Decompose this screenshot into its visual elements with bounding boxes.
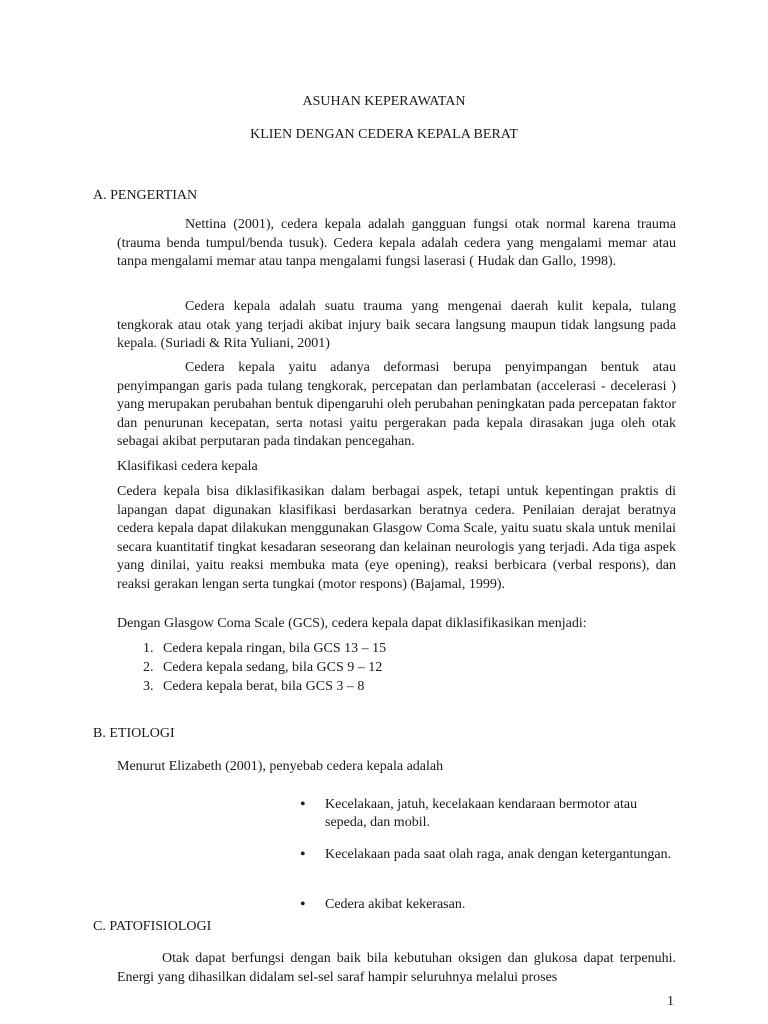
section-b-heading: B. ETIOLOGI <box>93 726 175 741</box>
section-a-paragraph-2 <box>117 298 676 354</box>
paragraph-text: Otak dapat berfungsi dengan baik bila kebutuhan oksigen dan glukosa dapat terpenuhi. Energi yang dihasilkan didalam sel-sel saraf hampir seluruhnya melalui proses <box>117 951 676 985</box>
section-a-paragraph-4: Cedera kepala bisa diklasifikasikan dalam berbagai aspek, tetapi untuk kepentingan praktis di lapangan dapat digunakan klasifikasi berdasarkan beratnya cedera. Penilaian derajat beratnya cedera kepala dapat dilakukan menggunakan Glasgow Coma Scale, yaitu suatu skala untuk menilai secara kuantitatif tingkat kesadaran seseorang dan kelainan neurologis yang terjadi. Ada tiga aspek yang dinilai, yaitu reaksi membuka mata (eye opening), reaksi berbicara (verbal respons), dan reaksi gerakan lengan serta tungkai (motor respons) (Bajamal, 1999). <box>117 484 676 592</box>
bullet-icon: • <box>300 896 306 913</box>
gcs-classification-list <box>143 639 386 696</box>
classification-subheading: Klasifikasi cedera kepala <box>117 459 258 474</box>
section-a-paragraph-3 <box>117 359 676 452</box>
section-a-paragraph-5: Dengan Glasgow Coma Scale (GCS), cedera kepala dapat diklasifikasikan menjadi: <box>117 616 587 631</box>
bullet-icon: • <box>300 796 306 813</box>
section-c-paragraph-1 <box>117 950 676 987</box>
paragraph-text: Cedera kepala adalah suatu trauma yang mengenai daerah kulit kepala, tulang tengkorak atau otak yang terjadi akibat injury baik secara langsung maupun tidak langsung pada kepala. (Suriadi & Rita Yuliani, 2001) <box>117 299 676 351</box>
list-item: 1. Cedera kepala ringan, bila GCS 13 – 15 <box>143 641 387 656</box>
page-number: 1 <box>667 994 674 1009</box>
paragraph-text: Nettina (2001), cedera kepala adalah gangguan fungsi otak normal karena trauma (trauma benda tumpul/benda tusuk). Cedera kepala adalah cedera yang mengalami memar atau tanpa mengalami memar atau tanpa mengalami fungsi laserasi ( Hudak dan Gallo, 1998). <box>117 217 676 269</box>
document-subtitle: KLIEN DENGAN CEDERA KEPALA BERAT <box>250 127 518 142</box>
list-item: 3. Cedera kepala berat, bila GCS 3 – 8 <box>143 679 365 694</box>
document-title: ASUHAN KEPERAWATAN <box>302 94 466 109</box>
list-item: 2. Cedera kepala sedang, bila GCS 9 – 12 <box>143 660 383 675</box>
section-a-paragraph-1 <box>117 216 676 272</box>
section-a-heading: A. PENGERTIAN <box>93 188 198 203</box>
section-c-heading: C. PATOFISIOLOGI <box>93 919 212 934</box>
bullet-icon: • <box>300 846 306 863</box>
paragraph-text: Cedera kepala yaitu adanya deformasi berupa penyimpangan bentuk atau penyimpangan garis pada tulang tengkorak, percepatan dan perlambatan (accelerasi - decelerasi ) yang merupakan perubahan bentuk dipengaruhi oleh perubahan peningkatan pada percepatan faktor dan penurunan kecepatan, serta notasi yaitu pergerakan pada kepala dirasakan juga oleh otak sebagai akibat perputaran pada tindakan pencegahan. <box>117 360 676 449</box>
section-b-intro: Menurut Elizabeth (2001), penyebab cedera kepala adalah <box>117 759 444 774</box>
document-page: ASUHAN KEPERAWATAN KLIEN DENGAN CEDERA KEPALA BERAT A. PENGERTIAN Nettina (2001), cedera kepala adalah gangguan fungsi otak normal karena trauma (trauma benda tumpul/benda tusuk). Cedera kepala adalah cedera yang mengalami memar atau tanpa mengalami memar atau tanpa mengalami fungsi laserasi ( Hudak dan Gallo, 1998). Cedera kepala adalah suatu trauma yang mengenai daerah kulit kepala, tulang tengkorak atau otak yang terjadi akibat injury baik secara langsung maupun tidak langsung pada kepala. (Suriadi & Rita Yuliani, 2001) Cedera kepala yaitu adanya deformasi berupa penyimpangan bentuk atau penyimpangan garis pada tulang tengkorak, percepatan dan perlambatan (accelerasi - decelerasi ) yang merupakan perubahan bentuk dipengaruhi oleh perubahan peningkatan pada percepatan faktor dan penurunan kecepatan, serta notasi yaitu pergerakan pada kepala dirasakan juga oleh otak sebagai akibat perputaran pada tindakan pencegahan. Klasifikasi cedera kepala Cedera kepala bisa diklasifikasikan dalam berbagai aspek, tetapi untuk kepentingan praktis di lapangan dapat digunakan klasifikasi berdasarkan beratnya cedera. Penilaian derajat beratnya cedera kepala dapat dilakukan menggunakan Glasgow Coma Scale, yaitu suatu skala untuk menilai secara kuantitatif tingkat kesadaran seseorang dan kelainan neurologis yang terjadi. Ada tiga aspek yang dinilai, yaitu reaksi membuka mata (eye opening), reaksi berbicara (verbal respons), dan reaksi gerakan lengan serta tungkai (motor respons) (Bajamal, 1999). Dengan Glasgow Coma Scale (GCS), cedera kepala dapat diklasifikasikan menjadi: 1. Cedera kepala ringan, bila GCS 13 – 15 2. Cedera kepala sedang, bila GCS 9 – 12 3. Cedera kepala berat, bila GCS 3 – 8 B. ETIOLOGI Menurut Elizabeth (2001), penyebab cedera kepala adalah • Kecelakaan, jatuh, kecelakaan kendaraan bermotor atau sepeda, dan mobil. • Kecelakaan pada saat olah raga, anak dengan ketergantungan. • Cedera akibat kekerasan. C. PATOFISIOLOGI Otak dapat berfungsi dengan baik bila kebutuhan oksigen dan glukosa dapat terpenuhi. Energi yang dihasilkan didalam sel-sel saraf hampir seluruhnya melalui proses 1 <box>0 0 768 1024</box>
